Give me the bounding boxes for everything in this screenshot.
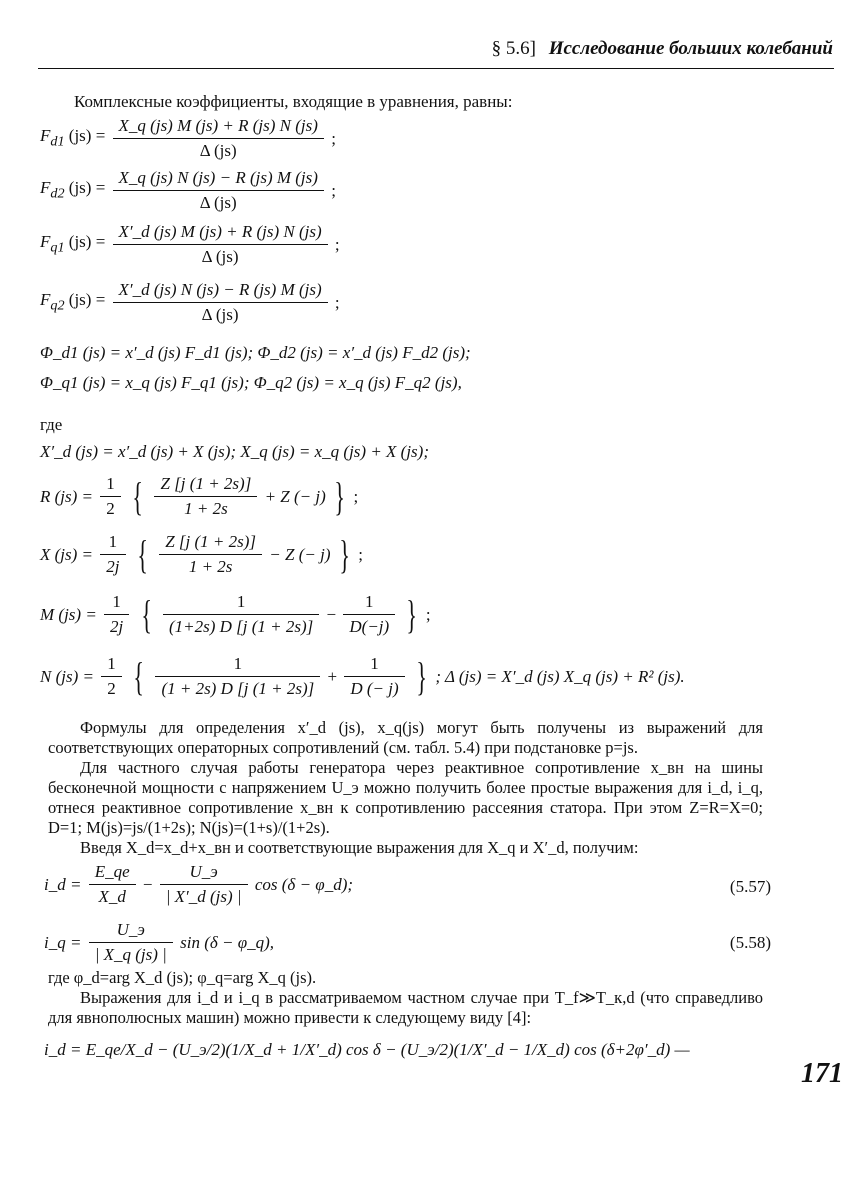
eq-5-57-fraction-2: $\frac{U\_э}{| X'\_d (js) |}$ (160, 862, 248, 907)
intro-line: Комплексные коэффициенты, входящие в уравнения, равны: (74, 92, 513, 111)
eq-m-coef: $\frac{1}{2j}$ (104, 592, 129, 637)
running-head (492, 38, 833, 60)
eq-fd1-fraction: $\frac{X\_q (js) M (js) + R (js) N (js)}{\Delta (js)}$ (113, 116, 324, 161)
eq-xdef: X′_d (js) = x′_d (js) + X (js); X_q (js) = x_q (js) + X (js); (40, 442, 429, 461)
eq-fq1-fraction: $\frac{X'\_d (js) M (js) + R (js) N (js)}{\Delta (js)}$ (113, 222, 328, 267)
eq-fq2-fraction: $\frac{X'\_d (js) N (js) - R (js) M (js)}{\Delta (js)}$ (113, 280, 328, 325)
page-number: 171 (801, 1058, 843, 1089)
eq-m-fraction-1: $\frac{1}{(1+2s) D [j (1 + 2s)]}$ (163, 592, 319, 637)
eq-5-58-fraction: $\frac{U\_э}{| X\_q (js) |}$ (89, 920, 173, 965)
eq-x-coef: $\frac{1}{2j}$ (100, 532, 125, 577)
eq-r-coef: $\frac{1}{2}$ (100, 474, 121, 519)
page-header (0, 0, 867, 80)
paragraph-3: Введя X_d=x_d+x_вн и соответствующие выражения для X_q и X′_d, получим: (80, 838, 639, 857)
eq-fq2: $F_{q2}$ (js) = $\frac{X'\_d (js) N (js) - R (js) M (js)}{\Delta (js)}$ ; (40, 280, 340, 324)
where-label: где (40, 415, 63, 434)
eq-fd2-fraction: $\frac{X\_q (js) N (js) - R (js) M (js)}{\Delta (js)}$ (113, 168, 324, 213)
section-number: § 5.6] (491, 38, 536, 59)
eq-n: N (js) = $\frac{1}{2}$ { $\frac{1}{(1 + 2s) D [j (1 + 2s)]}$ + $\frac{1}{D (- j)}$ } ; Δ (js) = X′_d (js) X_q (js) + R² (js). (40, 653, 685, 699)
eq-5-57-fraction-1: $\frac{E\_qe}{X\_d}$ (89, 862, 136, 907)
eq-number-5-58: (5.58) (729, 933, 771, 952)
eq-n-coef: $\frac{1}{2}$ (101, 654, 122, 699)
eq-m: M (js) = $\frac{1}{2j}$ { $\frac{1}{(1+2s) D [j (1 + 2s)]}$ − $\frac{1}{D(-j)}$ } ; (40, 591, 431, 637)
eq-phi-d: Φ_d1 (js) = x′_d (js) F_d1 (js); Φ_d2 (js) = x′_d (js) F_d2 (js); (40, 343, 471, 362)
eq-5-58: i_q = $\frac{U\_э}{| X\_q (js) |}$ sin (δ − φ_q), (44, 920, 275, 964)
eq-r-fraction: $\frac{Z [j (1 + 2s)]}{1 + 2s}$ (154, 474, 257, 519)
eq-fd1-lhs: $F_{d1}$ (js) = (40, 126, 106, 150)
eq-x: X (js) = $\frac{1}{2j}$ { $\frac{Z [j (1 + 2s)]}{1 + 2s}$ − Z (− j) } ; (40, 531, 363, 577)
header-rule (38, 68, 834, 69)
paragraph-4: где φ_d=arg X_d (js); φ_q=arg X_q (js). (48, 968, 317, 987)
eq-5-57: i_d = $\frac{E\_qe}{X\_d}$ − $\frac{U\_э}{| X'\_d (js) |}$ cos (δ − φ_d); (44, 862, 354, 906)
eq-fd1: $F_{d1}$ (js) = $\frac{X\_q (js) M (js) + R (js) N (js)}{\Delta (js)}$ ; (40, 116, 336, 160)
paragraph-5: Выражения для i_d и i_q в рассматриваемом частном случае при T_f≫T_к,d (что справедливо для явнополюсных машин) можно привести к следующему виду [4]: (48, 988, 763, 1027)
eq-fq1: $F_{q1}$ (js) = $\frac{X'\_d (js) M (js) + R (js) N (js)}{\Delta (js)}$ ; (40, 222, 340, 266)
eq-fq2-lhs: $F_{q2}$ (js) = (40, 290, 106, 314)
eq-fd2-lhs: $F_{d2}$ (js) = (40, 178, 106, 202)
eq-number-5-57: (5.57) (729, 877, 771, 896)
eq-phi-q: Φ_q1 (js) = x_q (js) F_q1 (js); Φ_q2 (js) = x_q (js) F_q2 (js), (40, 373, 462, 392)
eq-r: R (js) = $\frac{1}{2}$ { $\frac{Z [j (1 + 2s)]}{1 + 2s}$ + Z (− j) } ; (40, 473, 359, 519)
section-title: Исследование больших колебаний (548, 38, 833, 59)
paragraph-2: Для частного случая работы генератора через реактивное сопротивление x_вн на шины бесконечной мощности с напряжением U_э можно получить более простые выражения для i_d, i_q, отнеся реактивное сопротивление x_вн к сопротивлению рассеяния статора. При этом Z=R=X=0; D=1; M(js)=js/(1+2s); N(js)=(1+s)/(1+2s). (48, 758, 763, 837)
eq-fd2: $F_{d2}$ (js) = $\frac{X\_q (js) N (js) - R (js) M (js)}{\Delta (js)}$ ; (40, 168, 336, 212)
paragraph-1: Формулы для определения x′_d (js), x_q(js) могут быть получены из выражений для соответствующих операторных сопротивлений (см. табл. 5.4) при подстановке p=js. (48, 718, 763, 757)
eq-fq1-lhs: $F_{q1}$ (js) = (40, 232, 106, 256)
eq-n-fraction-1: $\frac{1}{(1 + 2s) D [j (1 + 2s)]}$ (155, 654, 320, 699)
eq-last: i_d = E_qe/X_d − (U_э/2)(1/X_d + 1/X′_d) cos δ − (U_э/2)(1/X′_d − 1/X_d) cos (δ+2φ′_d) — (44, 1040, 690, 1059)
eq-n-fraction-2: $\frac{1}{D (- j)}$ (344, 654, 404, 699)
eq-x-fraction: $\frac{Z [j (1 + 2s)]}{1 + 2s}$ (159, 532, 262, 577)
eq-m-fraction-2: $\frac{1}{D(-j)}$ (343, 592, 395, 637)
